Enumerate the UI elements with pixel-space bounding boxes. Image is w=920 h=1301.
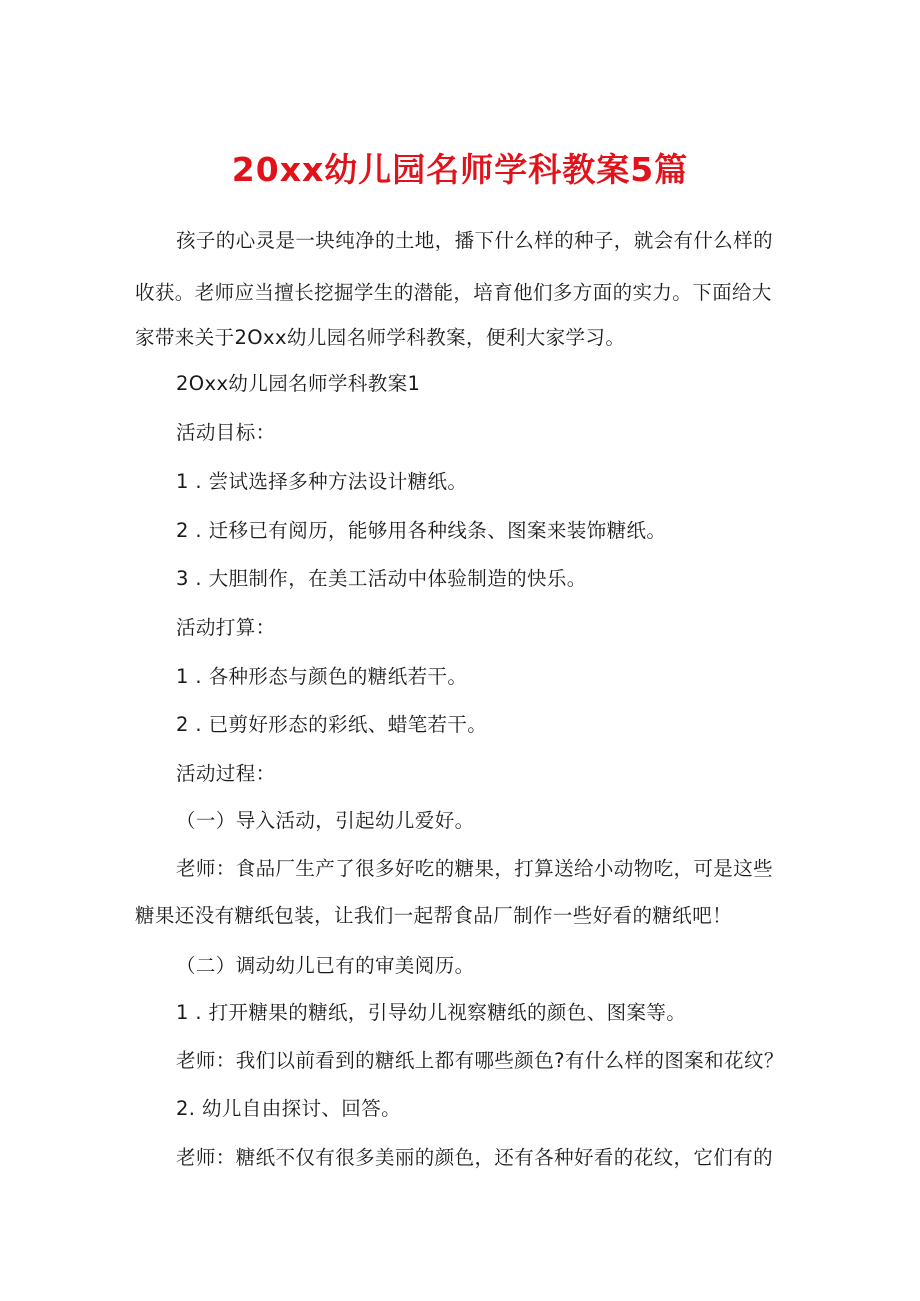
step2-heading: （二）调动幼儿已有的审美阅历。 (176, 954, 475, 977)
prep-item-1: 1 . 各种形态与颜色的糖纸若干。 (176, 665, 468, 688)
goals-heading: 活动目标： (176, 421, 276, 444)
step1-heading: （一）导入活动，引起幼儿爱好。 (176, 809, 475, 832)
step2-item-1: 1 . 打开糖果的糖纸，引导幼儿视察糖纸的颜色、图案等。 (176, 1001, 687, 1024)
goal-item-2: 2 . 迁移已有阅历，能够用各种线条、图案来装饰糖纸。 (176, 519, 667, 542)
lesson-heading: 2Oxx幼儿园名师学科教案1 (176, 372, 421, 395)
intro-line-2: 收获。老师应当擅长挖掘学生的潜能，培育他们多方面的实力。下面给大 (135, 281, 772, 304)
intro-line-1: 孩子的心灵是一块纯净的土地，播下什么样的种子，就会有什么样的 (176, 229, 774, 252)
prep-heading: 活动打算： (176, 616, 276, 639)
teacher1-line-1: 老师：食品厂生产了很多好吃的糖果，打算送给小动物吃，可是这些 (176, 857, 774, 880)
goal-item-3: 3 . 大胆制作，在美工活动中体验制造的快乐。 (176, 567, 587, 590)
goal-item-1: 1 . 尝试选择多种方法设计糖纸。 (176, 470, 468, 493)
document-title: 20xx幼儿园名师学科教案5篇 (231, 150, 689, 189)
process-heading: 活动过程： (176, 762, 276, 785)
step2-item-2: 2. 幼儿自由探讨、回答。 (176, 1097, 402, 1120)
teacher3: 老师：糖纸不仅有很多美丽的颜色，还有各种好看的花纹，它们有的 (176, 1146, 774, 1169)
teacher1-line-2: 糖果还没有糖纸包装，让我们一起帮食品厂制作一些好看的糖纸吧！ (135, 904, 733, 927)
teacher2: 老师：我们以前看到的糖纸上都有哪些颜色?有什么样的图案和花纹？ (176, 1049, 784, 1072)
prep-item-2: 2 . 已剪好形态的彩纸、蜡笔若干。 (176, 713, 488, 736)
intro-line-3: 家带来关于2Oxx幼儿园名师学科教案，便利大家学习。 (135, 326, 626, 349)
